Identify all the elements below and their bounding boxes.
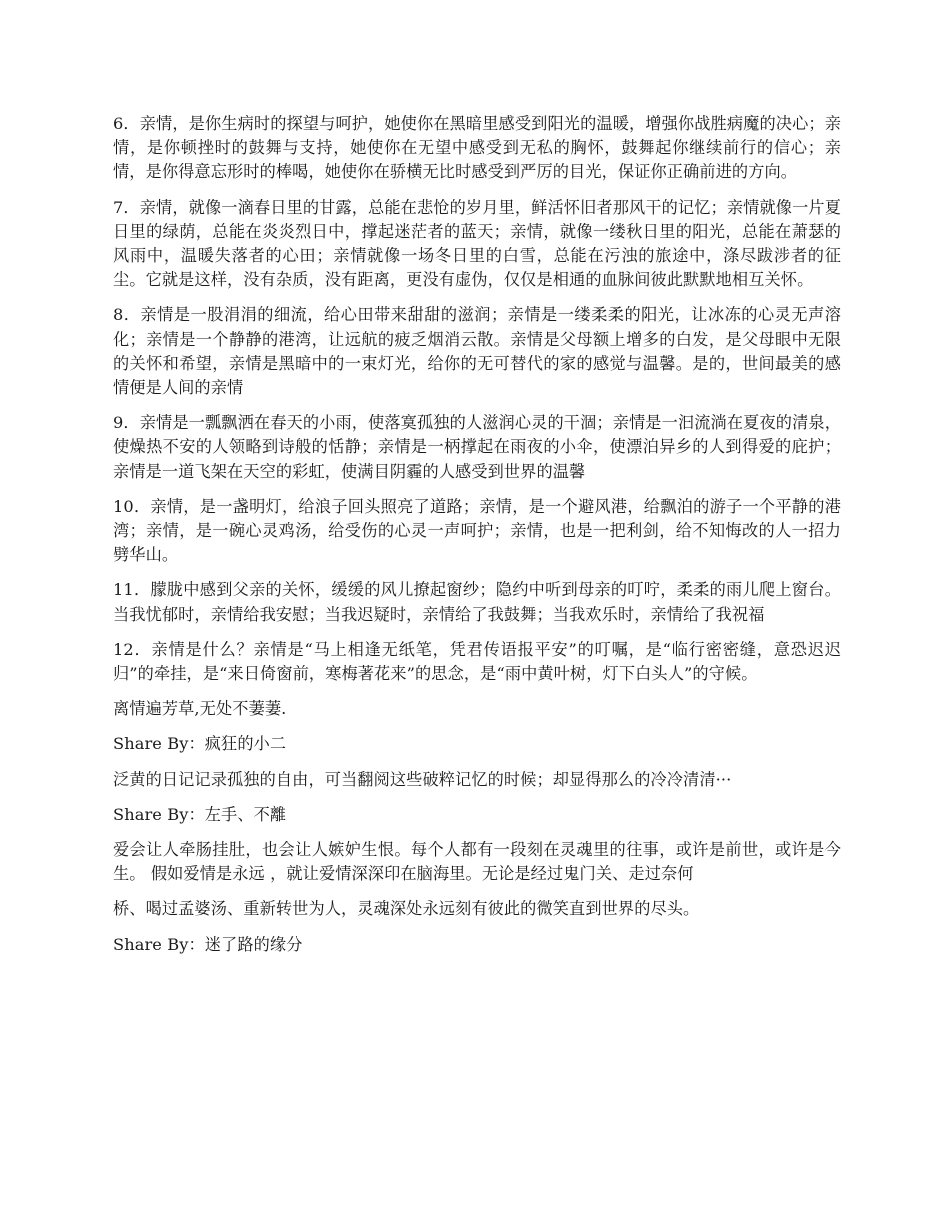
paragraph-8: 8．亲情是一股涓涓的细流，给心田带来甜甜的滋润；亲情是一缕柔柔的阳光，让冰冻的心灵无声溶化；亲情是一个静静的港湾，让远航的疲乏烟消云散。亲情是父母额上增多的白发，是父母眼中无限的关怀和希望，亲情是黑暗中的一束灯光，给你的无可替代的家的感觉与温馨。是的，世间最美的感情便是人间的亲情 [113,305,841,398]
paragraph-12: 12．亲情是什么？亲情是“马上相逢无纸笔，凭君传语报平安”的叮嘱，是“临行密密缝，意恐迟迟归”的牵挂，是“来日倚窗前，寒梅著花来”的思念，是“雨中黄叶树，灯下白头人”的守候。 [113,639,841,684]
quote-line: 离情遍芳草,无处不萋萋. [113,699,287,719]
paragraph-6: 6．亲情，是你生病时的探望与呵护，她使你在黑暗里感受到阳光的温暖，增强你战胜病魔的决心；亲情，是你顿挫时的鼓舞与支持，她使你在无望中感受到无私的胸怀，鼓舞起你继续前行的信心；亲情，是你得意忘形时的棒喝，她使你在骄横无比时感受到严厉的目光，保证你正确前进的方向。 [113,114,841,182]
shared-text-continued: 桥、喝过孟婆汤、重新转世为人，灵魂深处永远刻有彼此的微笑直到世界的尽头。 [113,899,700,919]
paragraph-11: 11．朦胧中感到父亲的关怀，缓缓的风儿撩起窗纱；隐约中听到母亲的叮咛，柔柔的雨儿爬上窗台。当我忧郁时，亲情给我安慰；当我迟疑时，亲情给了我鼓舞；当我欢乐时，亲情给了我祝福 [113,580,841,624]
shared-text: 爱会让人牵肠挂肚，也会让人嫉妒生恨。每个人都有一段刻在灵魂里的往事，或许是前世，或许是今生。 假如爱情是永远 ，就让爱情深深印在脑海里。无论是经过鬼门关、走过奈何 [113,840,841,884]
share-by-line: Share By：迷了路的缘分 [113,934,303,954]
paragraph-10: 10．亲情，是一盏明灯，给浪子回头照亮了道路；亲情，是一个避风港，给飘泊的游子一个平静的港湾；亲情，是一碗心灵鸡汤，给受伤的心灵一声呵护；亲情，也是一把利剑，给不知悔改的人一招力劈华山。 [113,496,841,565]
paragraph-7: 7．亲情，就像一滴春日里的甘露，总能在悲怆的岁月里，鲜活怀旧者那风干的记忆；亲情就像一片夏日里的绿荫，总能在炎炎烈日中，撑起迷茫者的蓝天；亲情，就像一缕秋日里的阳光，总能在萧瑟的风雨中，温暖失落者的心田；亲情就像一场冬日里的白雪，总能在污浊的旅途中，涤尽跋涉者的征尘。它就是这样，没有杂质，没有距离，更没有虚伪，仅仅是相通的血脉间彼此默默地相互关怀。 [113,197,841,290]
share-by-line: Share By：左手、不離 [113,804,287,824]
document-body [113,112,841,968]
paragraph-9: 9．亲情是一瓢飘洒在春天的小雨，使落寞孤独的人滋润心灵的干涸；亲情是一汩流淌在夏夜的清泉，使燥热不安的人领略到诗般的恬静；亲情是一柄撑起在雨夜的小伞，使漂泊异乡的人到得爱的庇护；亲情是一道飞架在天空的彩虹，使满目阴霾的人感受到世界的温馨 [113,413,841,481]
shared-text: 泛黄的日记记录孤独的自由，可当翻阅这些破粹记忆的时候；却显得那么的冷冷清清··· [113,769,732,789]
share-by-line: Share By：疯狂的小二 [113,734,287,754]
